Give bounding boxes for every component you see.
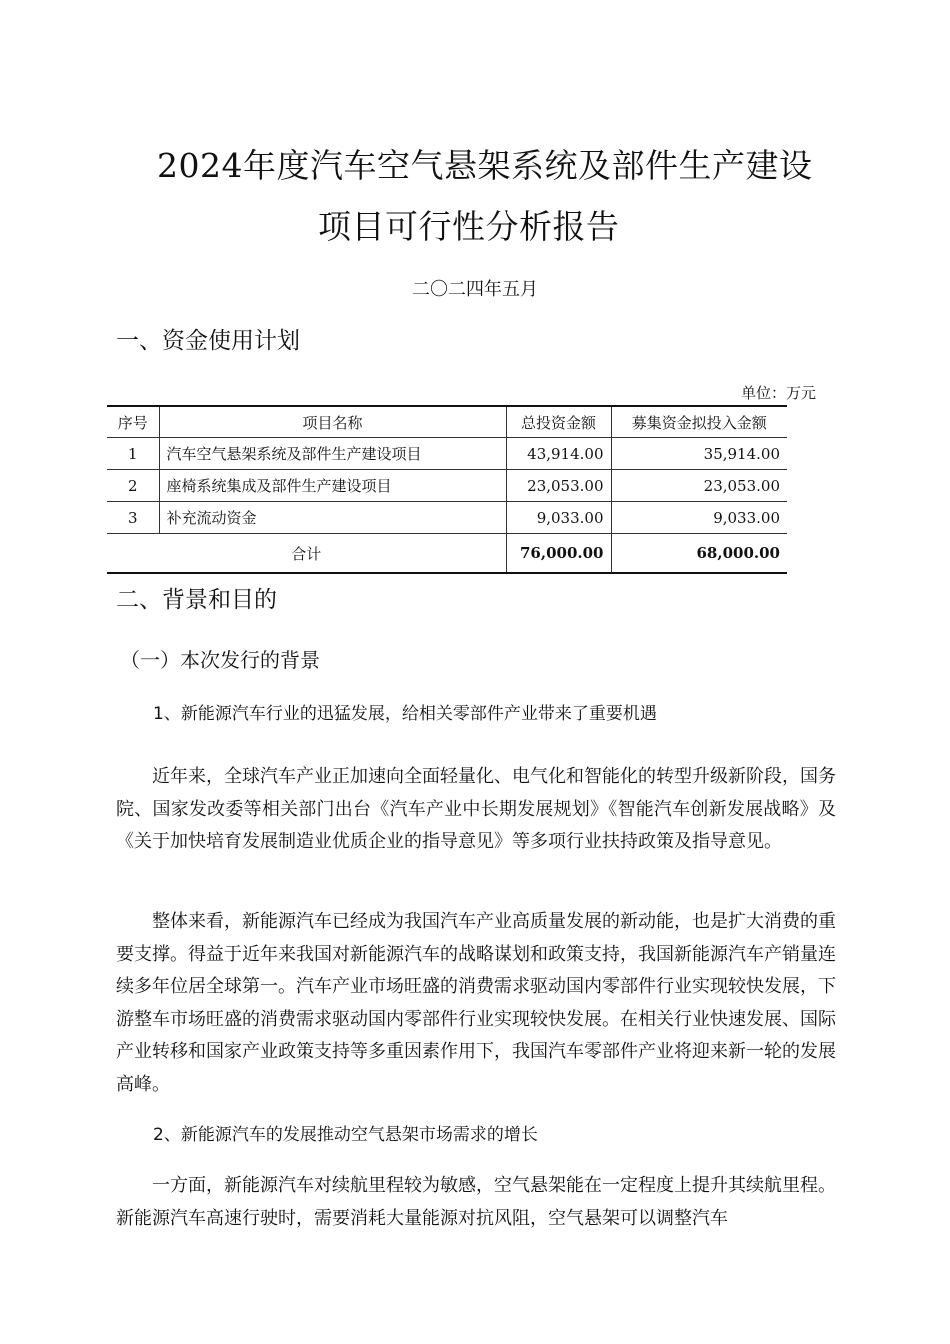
- row-total-investment: 43,914.00: [506, 438, 611, 470]
- section-2-heading: 二、背景和目的: [116, 587, 277, 613]
- table-row: [107, 438, 787, 470]
- row-project-name: 座椅系统集成及部件生产建设项目: [159, 470, 506, 502]
- row-no: 2: [107, 470, 159, 502]
- header-raised-funds: 募集资金拟投入金额: [611, 406, 787, 438]
- subsection-1-heading: （一）本次发行的背景: [120, 648, 320, 672]
- paragraph: 一方面，新能源汽车对续航里程较为敏感，空气悬架能在一定程度上提升其续航里程。新能源汽车高速行驶时，需要消耗大量能源对抗风阻，空气悬架可以调整汽车: [116, 1175, 836, 1229]
- point-2-heading: 2、新能源汽车的发展推动空气悬架市场需求的增长: [153, 1125, 538, 1145]
- raised-funds-sum: 68,000.00: [611, 534, 787, 574]
- paragraph: 近年来，全球汽车产业正加速向全面轻量化、电气化和智能化的转型升级新阶段，国务院、国家发改委等相关部门出台《汽车产业中长期发展规划》《智能汽车创新发展战略》及《关于加快培育发展制造业优质企业的指导意见》等多项行业扶持政策及指导意见。: [116, 766, 836, 852]
- row-project-name: 补充流动资金: [159, 502, 506, 534]
- table-row: [107, 502, 787, 534]
- row-project-name: 汽车空气悬架系统及部件生产建设项目: [159, 438, 506, 470]
- report-title-line-1: 2024年度汽车空气悬架系统及部件生产建设: [157, 146, 813, 185]
- table-row: [107, 470, 787, 502]
- total-label: 合计: [107, 534, 506, 574]
- row-total-investment: 9,033.00: [506, 502, 611, 534]
- table-total-row: [107, 534, 787, 574]
- point-1-heading: 1、新能源汽车行业的迅猛发展，给相关零部件产业带来了重要机遇: [153, 704, 657, 724]
- total-investment-sum: 76,000.00: [506, 534, 611, 574]
- row-no: 3: [107, 502, 159, 534]
- header-total-investment: 总投资金额: [506, 406, 611, 438]
- header-no: 序号: [107, 406, 159, 438]
- paragraph: 整体来看，新能源汽车已经成为我国汽车产业高质量发展的新动能，也是扩大消费的重要支撑。得益于近年来我国对新能源汽车的战略谋划和政策支持，我国新能源汽车产销量连续多年位居全球第一。汽车产业市场旺盛的消费需求驱动国内零部件行业实现较快发展，下游整车市场旺盛的消费需求驱动国内零部件行业实现较快发展。在相关行业快速发展、国际产业转移和国家产业政策支持等多重因素作用下，我国汽车零部件产业将迎来新一轮的发展高峰。: [116, 911, 836, 1095]
- row-raised-funds: 9,033.00: [611, 502, 787, 534]
- header-project-name: 项目名称: [159, 406, 506, 438]
- table-unit-label: 单位：万元: [740, 384, 816, 402]
- table-header-row: [107, 406, 787, 438]
- report-date: 二〇二四年五月: [412, 279, 538, 300]
- section-1-heading: 一、资金使用计划: [116, 328, 300, 354]
- row-raised-funds: 23,053.00: [611, 470, 787, 502]
- row-no: 1: [107, 438, 159, 470]
- report-title-line-2: 项目可行性分析报告: [318, 207, 620, 246]
- fund-usage-table: [107, 405, 787, 574]
- row-total-investment: 23,053.00: [506, 470, 611, 502]
- row-raised-funds: 35,914.00: [611, 438, 787, 470]
